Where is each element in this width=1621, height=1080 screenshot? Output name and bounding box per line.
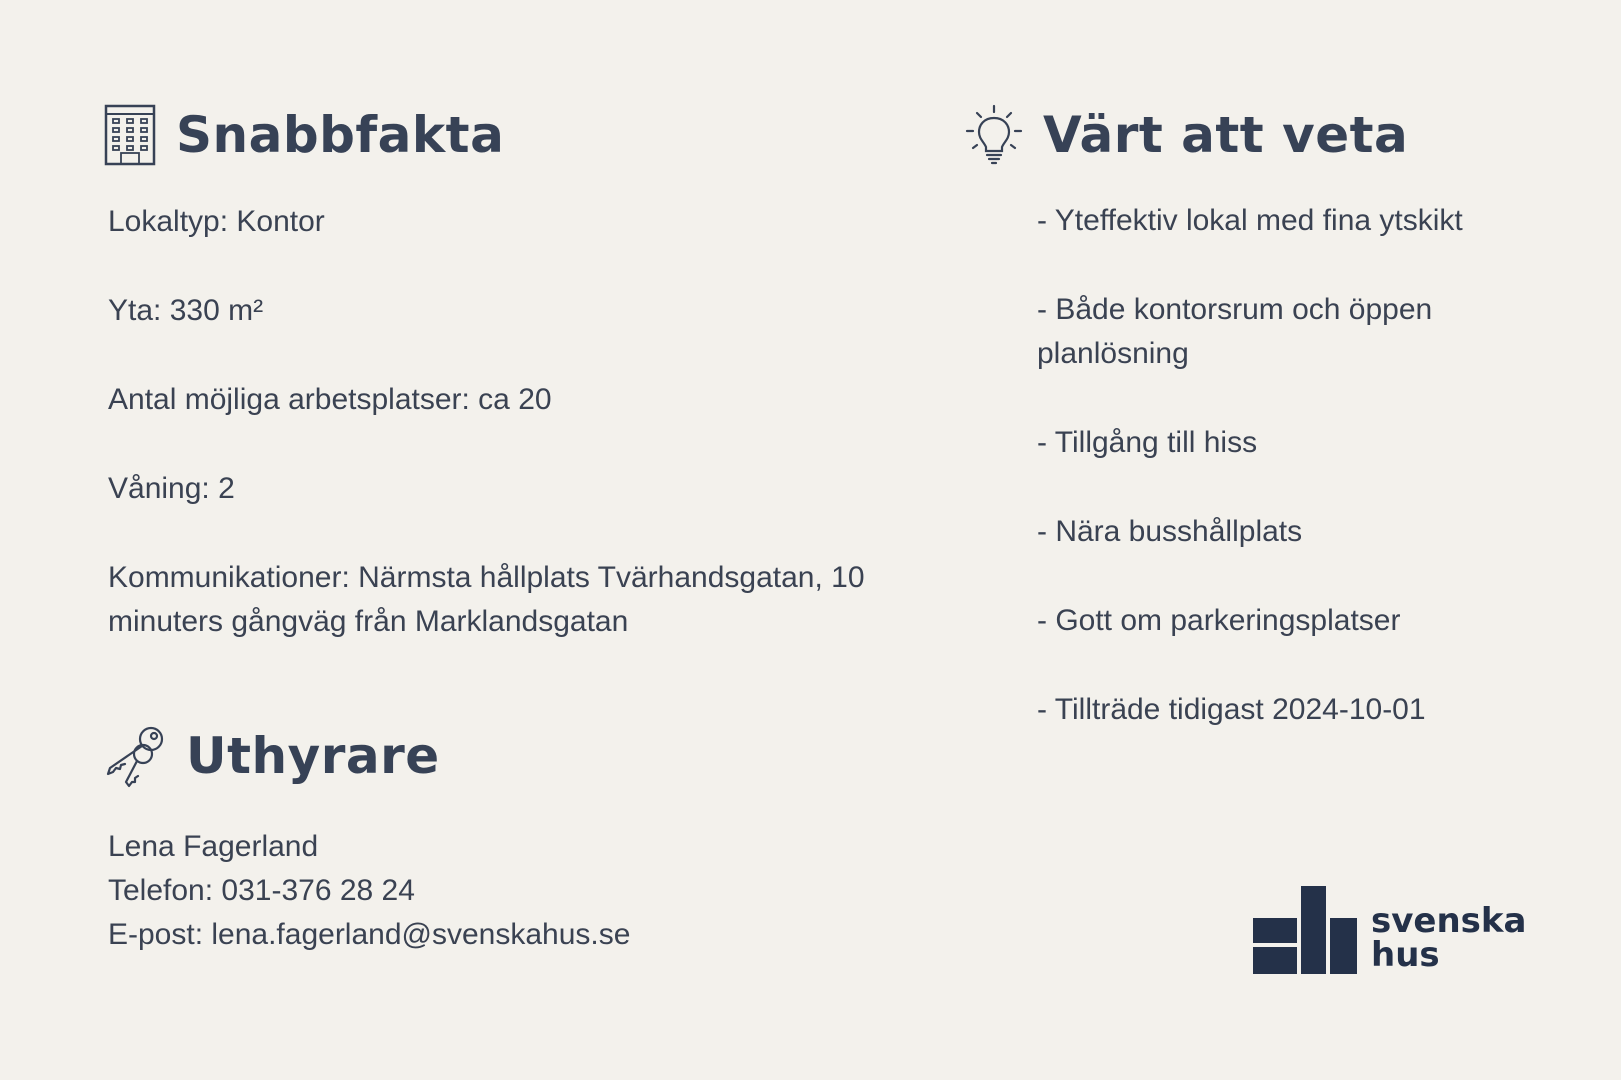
lightbulb-icon [965,104,1023,166]
uthyrare-title: Uthyrare [186,727,440,785]
building-icon [104,104,156,166]
vart-att-veta-title: Värt att veta [1043,106,1409,164]
svenska-hus-logo [1253,886,1526,974]
tip-busshallplats: - Nära busshållplats [1037,515,1303,548]
snabbfakta-list [108,200,908,689]
svenska-hus-logo-mark [1253,886,1357,974]
tip-tilltrade: - Tillträde tidigast 2024-10-01 [1037,693,1426,726]
uthyrare-contact [108,825,630,957]
tip-kontorsrum: - Både kontorsrum och öppen planlösning [1037,293,1433,370]
contact-name: Lena Fagerland [108,830,319,863]
tip-parkering: - Gott om parkeringsplatser [1037,604,1401,637]
fact-yta: Yta: 330 m² [108,294,264,327]
vart-att-veta-heading [965,104,1408,166]
fact-arbetsplatser: Antal möjliga arbetsplatser: ca 20 [108,383,552,416]
svenska-hus-logo-text: svenska hus [1371,901,1527,975]
tip-yteffektiv: - Yteffektiv lokal med fina ytskikt [1037,204,1463,237]
contact-phone: Telefon: 031-376 28 24 [108,874,415,907]
contact-email: E-post: lena.fagerland@svenskahus.se [108,918,631,951]
fact-vaning: Våning: 2 [108,472,235,505]
snabbfakta-heading [104,104,504,166]
vart-att-veta-list [1037,199,1557,777]
snabbfakta-title: Snabbfakta [176,106,505,164]
tip-hiss: - Tillgång till hiss [1037,426,1258,459]
uthyrare-heading [104,724,440,788]
keys-icon [104,724,166,788]
fact-kommunikationer: Kommunikationer: Närmsta hållplats Tvärhandsgatan, 10 minuters gångväg från Marklandsgatan [108,561,865,638]
fact-lokaltyp: Lokaltyp: Kontor [108,205,325,238]
